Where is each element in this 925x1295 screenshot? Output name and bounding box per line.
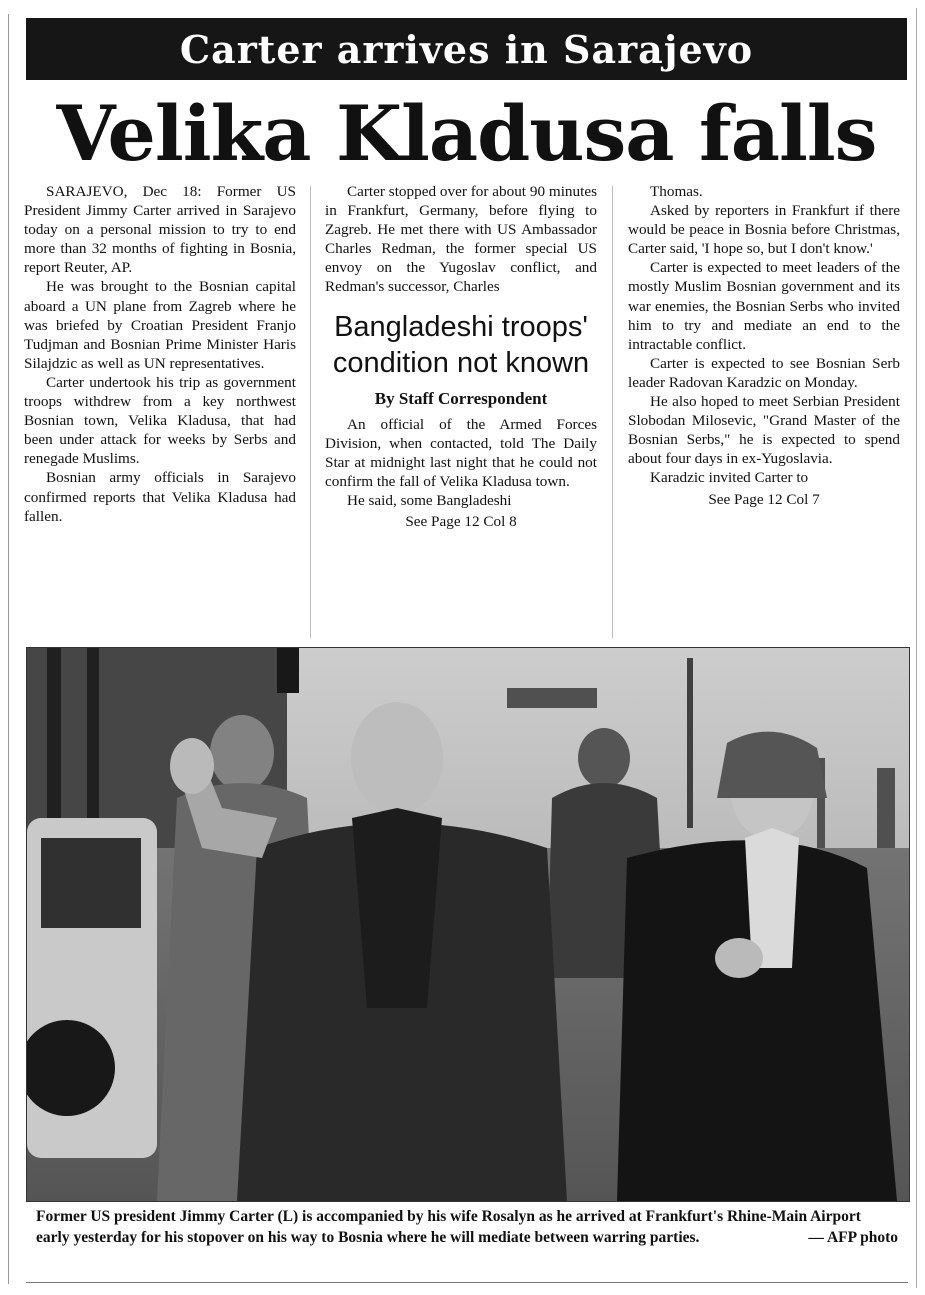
article-column-1 <box>24 182 296 526</box>
sub-headline: Bangladeshi troops' condition not known <box>332 310 590 379</box>
kicker-banner <box>26 18 907 80</box>
paragraph: Thomas. <box>650 183 703 200</box>
paragraph: An official of the Armed Forces Division, when contacted, told The Daily Star at midnight last night that he could not confirm the fall of Velika Kladusa town. <box>325 415 597 490</box>
jump-line: See Page 12 Col 7 <box>708 490 820 508</box>
paragraph: Karadzic invited Carter to <box>650 469 809 487</box>
right-margin-rule <box>916 8 917 1288</box>
photo-caption <box>36 1206 898 1248</box>
paragraph: Bosnian army officials in Sarajevo confirmed reports that Velika Kladusa had fallen. <box>24 469 296 525</box>
paragraph: Asked by reporters in Frankfurt if there would be peace in Bosnia before Christmas, Carter said, 'I hope so, but I don't know.' <box>628 202 900 258</box>
news-photo <box>26 647 910 1202</box>
byline: By Staff Correspondent <box>374 388 548 408</box>
left-margin-rule <box>8 14 9 1284</box>
article-column-2 <box>325 182 597 531</box>
photo-credit: — AFP photo <box>808 1229 898 1246</box>
paragraph: Carter is expected to see Bosnian Serb leader Radovan Karadzic on Monday. <box>628 354 900 391</box>
paragraph: Carter is expected to meet leaders of the mostly Muslim Bosnian government and its war enemies, the Bosnian Serbs who invited him to try and mediate an end to the intractable conflict. <box>628 259 900 353</box>
article-column-3 <box>628 182 900 509</box>
paragraph: He was brought to the Bosnian capital aboard a UN plane from Zagreb where he was briefed by Croatian President Franjo Tudjman and Bosnian Prime Minister Haris Silajdzic as well as UN representatives. <box>24 278 296 372</box>
bottom-rule <box>26 1282 908 1283</box>
caption-text: Former US president Jimmy Carter (L) is accompanied by his wife Rosalyn as he arrived at Frankfurt's Rhine-Main Airport early yesterday for his stopover on his way to Bosnia where he will mediate between warring parties. <box>36 1208 861 1246</box>
column-divider <box>612 186 613 638</box>
paragraph: Carter stopped over for about 90 minutes in Frankfurt, Germany, before flying to Zagreb. He met there with US Ambassador Charles Redman, the former special US envoy on the Yugoslav conflict, and Redman's successor, Charles <box>325 183 597 296</box>
paragraph: He also hoped to meet Serbian President Slobodan Milosevic, "Grand Master of the Bosnian Serbs," he is expected to spend about four days in ex-Yugoslavia. <box>628 393 900 468</box>
column-divider <box>310 186 311 638</box>
paragraph: SARAJEVO, Dec 18: Former US President Jimmy Carter arrived in Sarajevo today on a personal mission to try to end more than 32 months of fighting in Bosnia, report Reuter, AP. <box>24 183 296 277</box>
kicker-text: Carter arrives in Sarajevo <box>179 26 754 72</box>
headline: Velika Kladusa falls <box>56 89 877 178</box>
paragraph: He said, some Bangladeshi <box>347 491 512 509</box>
jump-line: See Page 12 Col 8 <box>405 513 517 531</box>
paragraph: Carter undertook his trip as government troops withdrew from a key northwest Bosnian town, Velika Kladusa, that had been under attack for weeks by Serbs and renegade Muslims. <box>24 373 296 468</box>
photo-illustration <box>27 648 909 1201</box>
